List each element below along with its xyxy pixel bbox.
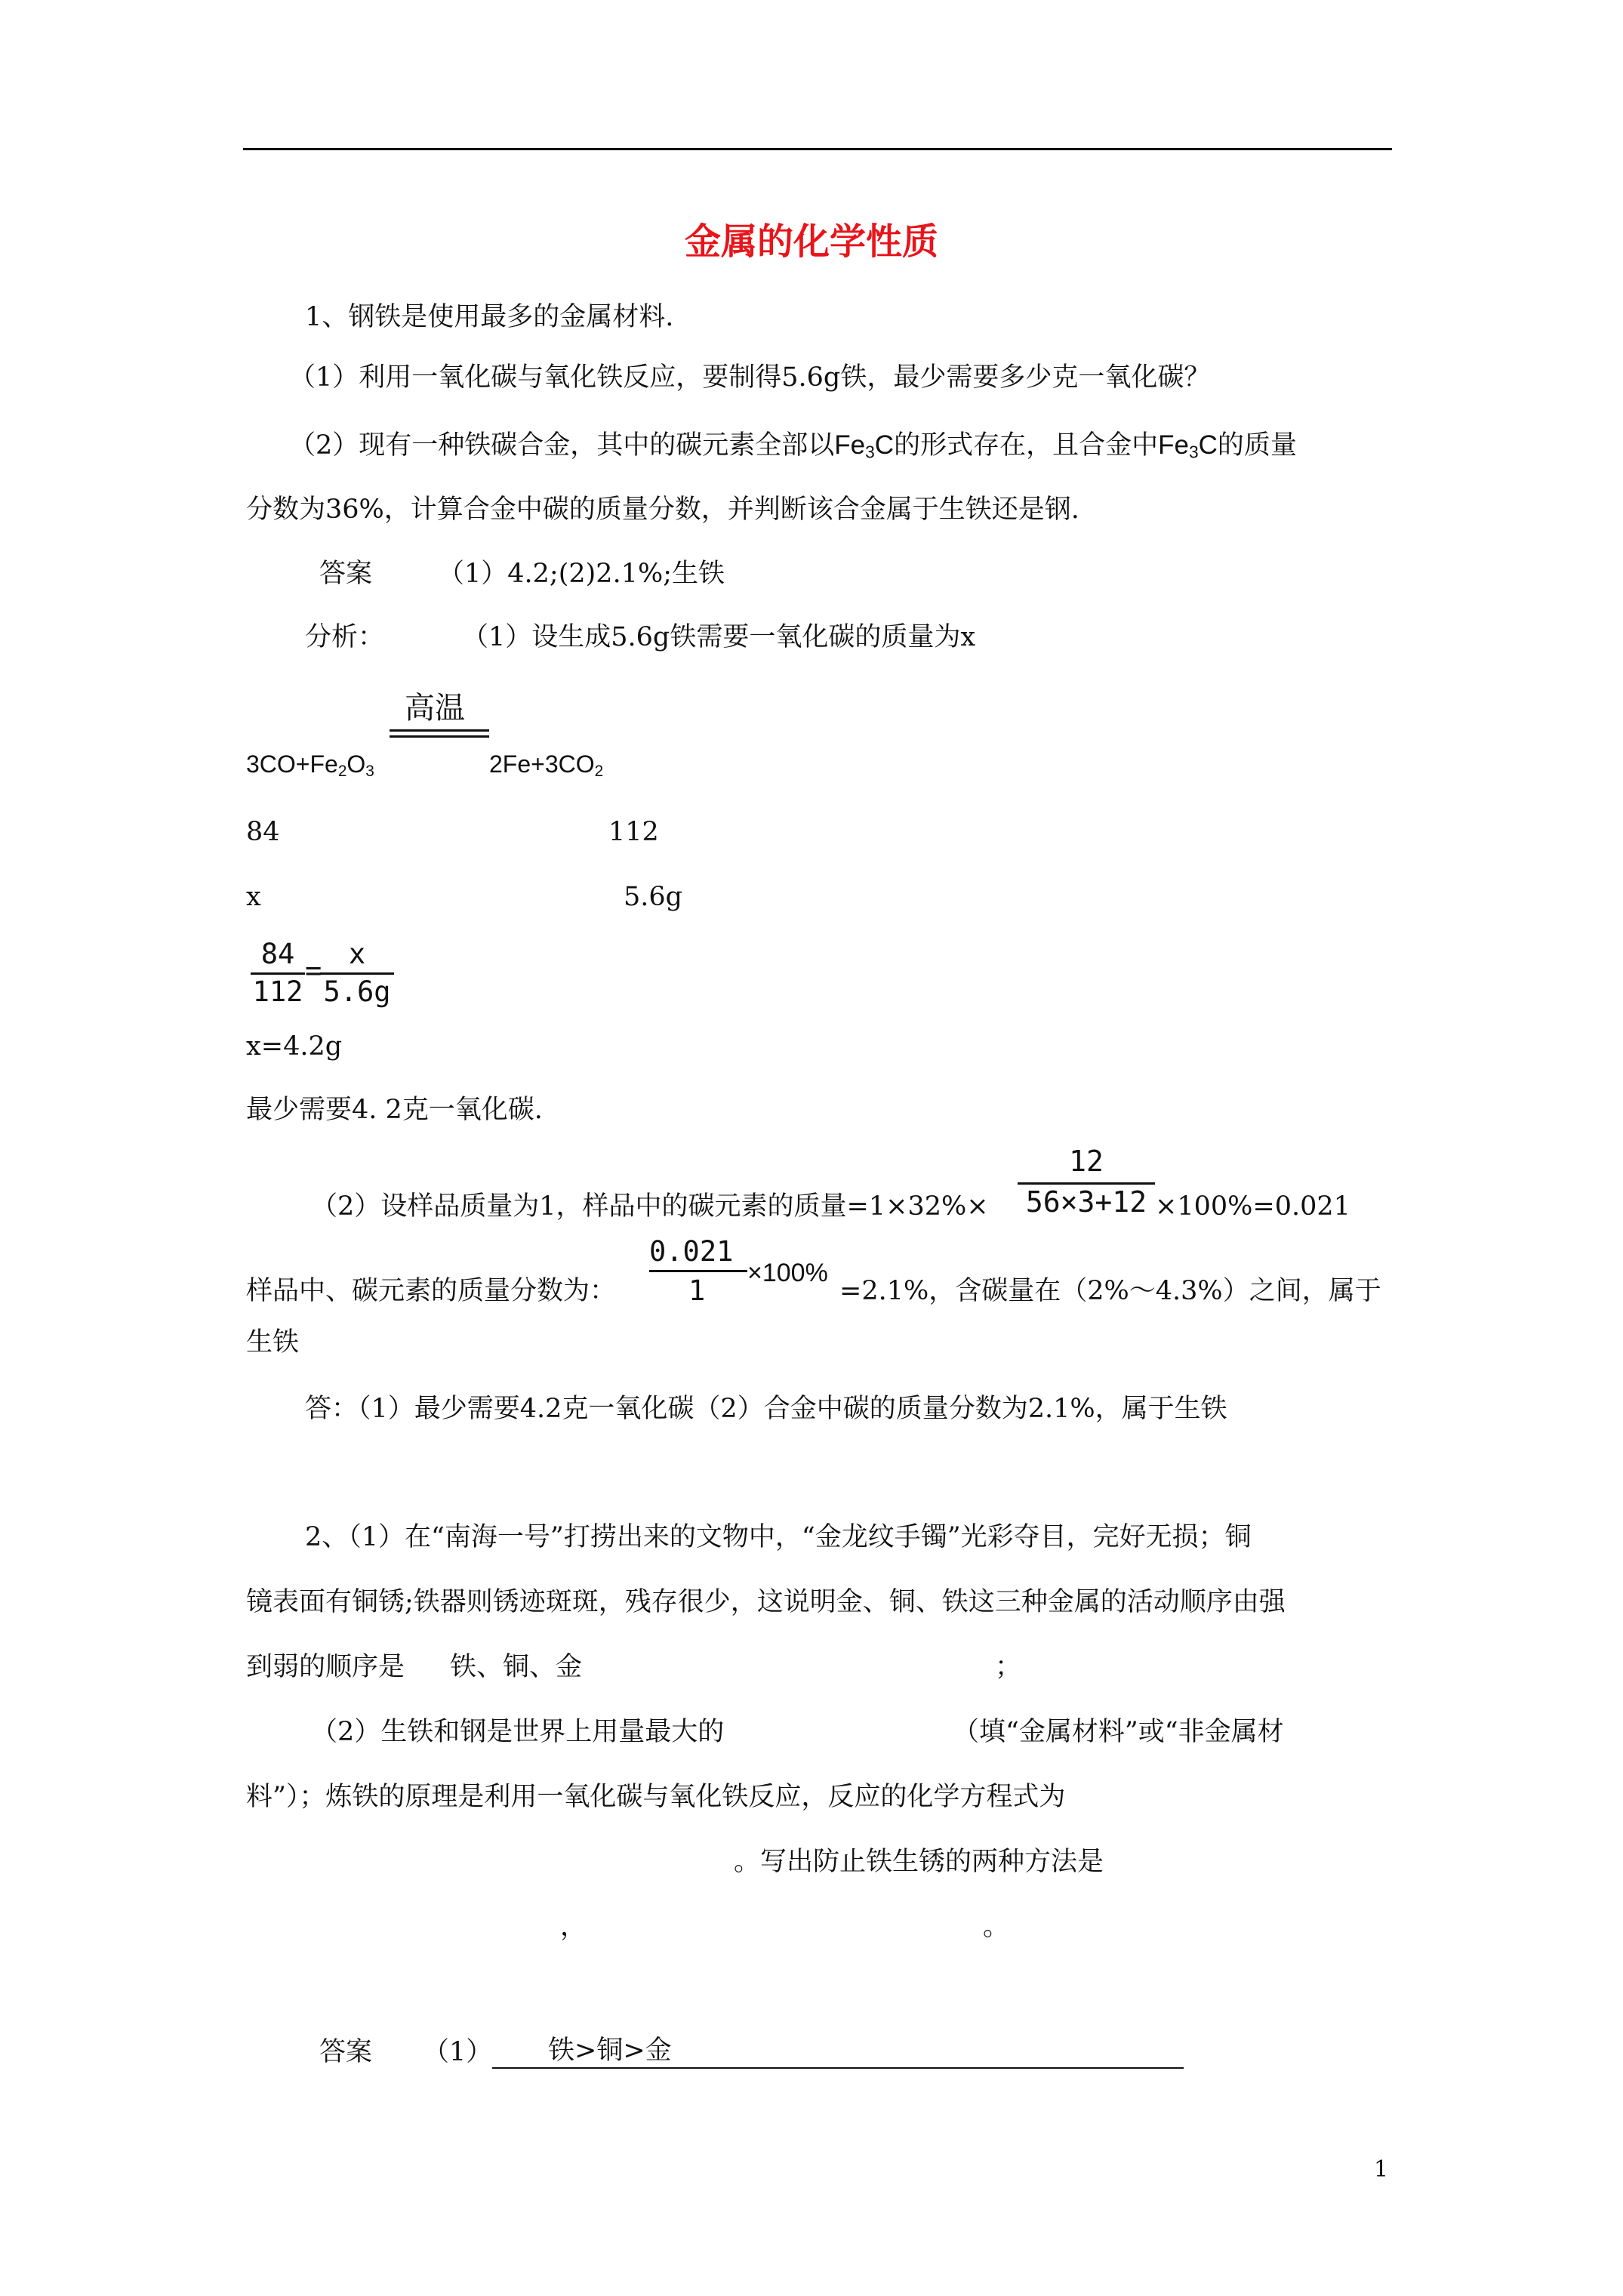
fraction-numerator: x <box>348 938 366 970</box>
q2-line3-end: ； <box>995 1652 1022 1682</box>
q1-part2-text-a: （2）现有一种铁碳合金，其中的碳元素全部以 <box>289 430 835 461</box>
fraction-denominator: 1 <box>688 1274 706 1307</box>
q2-line7-comma: ， <box>560 1912 587 1942</box>
q2-answer-underline <box>492 2034 1184 2069</box>
q2-line4-a: （2）生铁和钢是世界上用量最大的 <box>311 1717 725 1747</box>
times-100-percent: ×100% <box>747 1259 828 1287</box>
reaction-condition: 高温 <box>405 692 465 725</box>
formula-fe3c-1: $Fe_3C$ <box>834 430 895 462</box>
fraction-numerator: 12 <box>1069 1145 1104 1178</box>
equals-bar-bottom <box>390 735 489 738</box>
equation-left: $3CO+Fe_2O_3$ <box>246 750 374 781</box>
mass-fraction-text: =2.1%，含碳量在（2%～4.3%）之间，属于 <box>839 1276 1381 1306</box>
q1-part2-text-c: 的质量 <box>1217 430 1297 461</box>
fraction-denominator: 56×3+12 <box>1025 1185 1147 1219</box>
q2-answer-fill-1: 铁、铜、金 <box>450 1652 583 1682</box>
page-number: 1 <box>1374 2156 1389 2183</box>
proportion-fraction-right <box>320 938 394 1009</box>
q1-answer-label: 答案 <box>319 559 373 589</box>
proportion-fraction-left <box>251 938 305 1009</box>
part2-calc-a: （2）设样品质量为1，样品中的碳元素的质量=1×32%× <box>311 1191 989 1222</box>
fraction-denominator: 5.6g <box>323 975 391 1008</box>
q2-line5: 料”）；炼铁的原理是利用一氧化碳与氧化铁反应，反应的化学方程式为 <box>246 1782 1066 1812</box>
q1-part1: （1）利用一氧化碳与氧化铁反应，要制得5.6g铁，最少需要多少克一氧化碳？ <box>289 362 1211 393</box>
mass-fraction-label: 样品中、碳元素的质量分数为： <box>246 1276 617 1306</box>
q1-stem: 1、钢铁是使用最多的金属材料. <box>305 302 674 332</box>
mass-left: 84 <box>246 817 280 847</box>
formula-fe3c-2: $Fe_3C$ <box>1158 430 1218 462</box>
fraction-numerator: 84 <box>260 938 295 970</box>
q1-part2 <box>289 429 1297 462</box>
mass-right: 112 <box>608 817 659 847</box>
q2-line4-b: （填“金属材料”或“非金属材 <box>953 1717 1284 1747</box>
q1-part2-text-b: 的形式存在，且合金中 <box>894 430 1159 461</box>
conclusion-line: 最少需要4. 2克一氧化碳. <box>246 1095 543 1125</box>
page-title: 金属的化学性质 <box>684 220 938 263</box>
q2-answer-part: （1） <box>423 2037 493 2067</box>
q1-part2-line2: 分数为36%，计算合金中碳的质量分数，并判断该合金属于生铁还是钢. <box>246 495 1079 525</box>
result-line: x=4.2g <box>246 1031 343 1062</box>
mass-fraction-line2: 生铁 <box>246 1327 300 1358</box>
fraction-numerator: 0.021 <box>649 1235 734 1268</box>
q2-answer-fill: 铁>铜>金 <box>548 2036 672 2066</box>
part2-calc-b: ×100%=0.021 <box>1155 1191 1350 1222</box>
q2-line2: 镜表面有铜锈;铁器则锈迹斑斑，残存很少，这说明金、铜、铁这三种金属的活动顺序由强 <box>246 1587 1286 1617</box>
q2-line3-label: 到弱的顺序是 <box>246 1652 405 1682</box>
q2-line6: 。写出防止铁生锈的两种方法是 <box>734 1847 1104 1877</box>
header-rule <box>243 148 1392 150</box>
q2-answer-label: 答案 <box>319 2037 373 2067</box>
carbon-mass-fraction <box>1018 1145 1155 1219</box>
proportion-equals: = <box>305 954 322 987</box>
q1-answer-text: （1）4.2;(2)2.1%;生铁 <box>438 559 725 589</box>
fraction-denominator: 112 <box>252 975 303 1008</box>
q1-analysis-label: 分析： <box>305 622 385 652</box>
q1-final-answer: 答：（1）最少需要4.2克一氧化碳（2）合金中碳的质量分数为2.1%，属于生铁 <box>305 1394 1227 1424</box>
q2-line7-period: 。 <box>983 1912 1010 1942</box>
q1-analysis-text: （1）设生成5.6g铁需要一氧化碳的质量为x <box>462 622 976 652</box>
equation-right: $2Fe+3CO_2$ <box>489 750 604 781</box>
mass-fraction-expression <box>649 1235 740 1308</box>
q2-line1: 2、（1）在“南海一号”打捞出来的文物中，“金龙纹手镯”光彩夺目，完好无损；铜 <box>305 1522 1252 1552</box>
var-right: 5.6g <box>624 882 683 912</box>
var-left: x <box>246 882 261 912</box>
equals-bar-top <box>390 729 489 732</box>
